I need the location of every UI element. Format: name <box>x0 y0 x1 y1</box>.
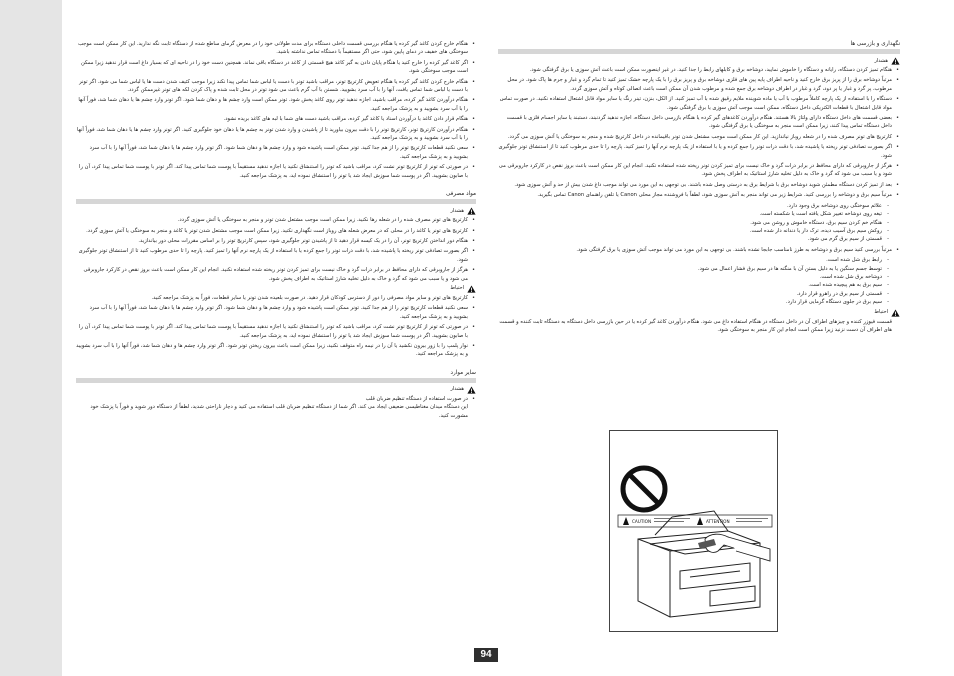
consumables-heading: مواد مصرفی <box>76 190 476 204</box>
warning-label-text: هشدار <box>874 57 888 64</box>
page-number: 94 <box>474 648 498 662</box>
left-column <box>76 40 476 422</box>
list-item: • سعی نکنید قطعات کارتریج تونر را از هم جدا کنید. تونر ممکن است پاشیده شود و وارد چشم ها و دهان شما شود. اگر تونر وارد چشم ها یا دهان شما شد، فوراً آنها را با آب سرد بشویید و به پزشک مراجعه کنید. <box>76 144 476 161</box>
condition-list <box>498 202 900 244</box>
list-item: • در صورتی که تونر از کارتریج تونر نشت کرد، مراقب باشید که تونر را استنشاق نکنید یا اجازه ندهید مستقیماً با پوست شما تماس پیدا کند. اگر تونر با پوست شما تماس پیدا کرد، آن را با صابون بشویید. اگر در پوست شما سوزش ایجاد شد یا تونر را استنشاق نموده اید، به پزشک مراجعه کنید. <box>76 323 476 340</box>
caution-triangle-icon <box>891 309 900 317</box>
list-item: - علائم سوختگی روی دوشاخه برق وجود دارد. <box>498 202 900 210</box>
list-item: • کارتریج های تونر و سایر مواد مصرفی را دور از دسترس کودکان قرار دهید. در صورت بلعیده شدن تونر یا سایر قطعات، فوراً به پزشک مراجعه کنید. <box>76 294 476 302</box>
warning-label <box>76 207 476 215</box>
caution-label <box>76 285 476 293</box>
list-item: - روکش سیم برق آسیب دیده، ترک دار یا دندانه دار شده است. <box>498 227 900 235</box>
caution-triangle-icon <box>467 285 476 293</box>
list-item: • هنگام دور انداختن کارتریج تونر، آن را در یک کیسه قرار دهید تا از پاشیدن تونر جلوگیری شود، سپس کارتریج تونر را بر اساس مقررات محلی دور بیاندازید. <box>76 237 476 245</box>
page-gutter <box>0 0 62 676</box>
list-item: • مرتباً سیم برق و دوشاخه را بررسی کنید. شرایط زیر می تواند منجر به آتش سوزی شود، لطفاً با فروشنده مجاز محلی Canon یا تلفن راهنمای Canon تماس بگیرید. <box>498 191 900 199</box>
list-item: • دستگاه را با استفاده از یک پارچه کاملاً مرطوب با آب یا ماده شوینده ملایم رقیق شده با آب تمیز کنید. از الکل، بنزن، تینر رنگ یا سایر مواد قابل اشتعال استفاده نکنید. در صورت تماس مواد قابل اشتعال با قطعات الکتریکی داخل دستگاه، ممکن است موجب آتش سوزی یا برق گرفتگی شود. <box>498 95 900 112</box>
list-item: • هنگام خارج کردن کاغذ گیر کرده یا هنگام بررسی قسمت داخلی دستگاه برای مدت طولانی خود را در معرض گرمای ساطع شده از دستگاه ثابت نگه ندارید. این کار ممکن است موجب سوختگی های خفیف در دمای پایین شود، حتی اگر مستقیماً با دستگاه تماس نداشته باشید. <box>76 40 476 57</box>
list-item: • هرگز از جاروبرقی که دارای محافظ در برابر ذرات گرد و خاک نیست برای تمیز کردن تونر ریخته شده استفاده نکنید. انجام این کار ممکن است باعث بروز نقص در کارکرد جاروبرقی می شود و یا سبب می شود که گرد و خاک به دلیل تخلیه شارژ استاتیک به اطراف پخش شود. <box>498 162 900 179</box>
list-item: • هنگام درآوردن کاغذ گیر کرده، مراقب باشید، اجازه ندهید تونر روی کاغذ پخش شود. تونر ممکن است وارد چشم ها و دهان شما شود. اگر تونر وارد چشم ها یا دهان شما شد، فوراً آنها را با آب سرد بشویید و به پزشک مراجعه کنید. <box>76 96 476 113</box>
list-item: - هنگام خم کردن سیم برق، دستگاه خاموش و روشن می شود. <box>498 219 900 227</box>
sticker-caution-text: CAUTION <box>632 519 652 524</box>
right-column <box>498 40 900 334</box>
list-item: - سیم برق در جلوی دستگاه گرمایی قرار دارد. <box>498 298 900 306</box>
maintenance-heading: نگهداری و بازرسی ها <box>498 40 900 54</box>
other-list <box>76 395 476 420</box>
list-item: - توسط جسم سنگین یا به دلیل بستن آن با منگنه ها در سیم برق فشار اعمال می شود. <box>498 265 900 273</box>
list-item: • هنگام درآوردن کارتریج تونر، کارتریج تونر را با دقت بیرون بیاورید تا از پاشیدن و وارد شدن تونر به چشم ها یا دهان خود جلوگیری کنید. اگر تونر وارد چشم ها یا دهان شما شد، فوراً آنها را با آب سرد بشویید و به پزشک مراجعه کنید. <box>76 126 476 143</box>
list-item: • اگر بصورت تصادفی تونر ریخته یا پاشیده شد، با دقت ذرات تونر را جمع کرده و یا با استفاده از یک پارچه نرم آنها را تمیز کنید. پارچه را تا حدی مرطوب کنید تا از استنشاق تونر جلوگیری شود. <box>498 143 900 160</box>
check-condition-list <box>498 256 900 306</box>
warning-label-text: هشدار <box>450 207 464 214</box>
list-item: • هنگام خارج کردن کاغذ گیر کرده یا هنگام تعویض کارتریج تونر، مراقب باشید تونر با دست یا لباس شما تماس پیدا نکند زیرا موجب کثیف شدن دست ها یا لباس شما می شود. اگر تونر با دست یا لباس شما تماس یافت، آنها را با آب سرد بشویید. شستن با آب گرم باعث می شود تونر در محل ثابت شده و پاک کردن لکه های تونر غیرممکن گردد. <box>76 78 476 95</box>
printer-drawing <box>610 431 777 631</box>
list-item: • سعی نکنید قطعات کارتریج تونر را از هم جدا کنید. تونر ممکن است پاشیده شود و وارد چشم ها و دهان شما شود. اگر تونر وارد چشم ها یا دهان شما شد، فوراً آنها را با آب سرد بشویید و به پزشک مراجعه کنید. <box>76 304 476 321</box>
list-item: • مرتباً دوشاخه برق را از پریز برق خارج کنید و ناحیه اطراف پایه پین های فلزی دوشاخه برق و پریز برق را با یک پارچه خشک تمیز کنید تا تمام گرد و غبار و جرم ها پاک شود. در محل مرطوب، پر گرد و غبار یا پر دود، گرد و غبار در اطراف دوشاخه برق جمع شده و مرطوب شدن آن ممکن است باعث اتصالی کوتاه و آتش سوزی گردد. <box>498 76 900 93</box>
printer-illustration <box>609 430 778 632</box>
list-item: - قسمتی از سیم برق گرم می شود. <box>498 235 900 243</box>
warning-label <box>76 386 476 394</box>
caution-label-text: احتیاط <box>874 309 888 316</box>
list-item: • مرتباً بررسی کنید سیم برق و دوشاخه به طرز نامناسب جابجا نشده باشند. بی توجهی به این مورد می تواند موجب آتش سوزی یا برق گرفتگی شود. <box>498 246 900 254</box>
list-item: • در صورت استفاده از دستگاه تنظیم ضربان قلب این دستگاه میدان مغناطیسی ضعیفی ایجاد می کند. اگر شما از دستگاه تنظیم ضربان قلب استفاده می کنید و دچار ناراحتی شدید، لطفاً از دستگاه دور شوید و فوراً با پزشک خود مشورت کنید. <box>76 395 476 420</box>
list-item: • کارتریج های تونر مصرف شده را در شعله رها نکنید. زیرا ممکن است موجب مشتعل شدن تونر و منجر به سوختگی یا آتش سوزی گردد. <box>76 216 476 224</box>
list-item: - قسمتی از سیم برق در راهرو قرار دارد. <box>498 290 900 298</box>
list-item: • کارتریج های تونر مصرف شده را در شعله روباز نیاندازید. این کار ممکن است موجب مشتعل شدن تونر باقیمانده در داخل کارتریج شده و منجر به سوختگی یا آتش سوزی می گردد. <box>498 133 900 141</box>
warning-label-text: هشدار <box>450 386 464 393</box>
other-heading: سایر موارد <box>76 369 476 383</box>
list-item: • در صورتی که تونر از کارتریج تونر نشت کرد، مراقب باشید که تونر را استنشاق نکنید یا اجازه ندهید مستقیماً با پوست شما تماس پیدا کند. اگر تونر با پوست شما تماس پیدا کرد، آن را با صابون بشویید. اگر در پوست شما سوزش ایجاد شد یا تونر را استنشاق نموده اید، به پزشک مراجعه کنید. <box>76 163 476 180</box>
sticker-attention-text: ATTENTION <box>706 519 730 524</box>
list-item: • هرگز از جاروبرقی که دارای محافظ در برابر ذرات گرد و خاک نیست برای تمیز کردن تونر ریخته شده استفاده نکنید. انجام این کار ممکن است باعث بروز نقص در کارکرد جاروبرقی می شود و یا سبب می شود که گرد و خاک به دلیل تخلیه شارژ استاتیک به اطراف پخش شود. <box>76 266 476 283</box>
caution-text: قسمت فیوزر کننده و چیزهای اطراف آن در داخل دستگاه در هنگام استفاده داغ می شود. هنگام درآوردن کاغذ گیر کرده یا در حین بازرسی داخل دستگاه به دستگاه ثابت کننده و قسمت های اطراف آن دست نزنید زیرا ممکن است انجام این کار منجر به سوختگی شود. <box>499 318 892 333</box>
check-list <box>498 246 900 254</box>
list-item: - دوشاخه برق شل شده است. <box>498 273 900 281</box>
caution-label <box>498 309 900 317</box>
consumables-warning-list <box>76 216 476 283</box>
list-item: • بعضی قسمت های داخل دستگاه دارای ولتاژ بالا هستند. هنگام درآوردن کاغذهای گیر کرده یا هنگام بازرسی داخل دستگاه، اجازه ندهید گردنبند، دستبند یا سایر اجسام فلزی با قسمت داخل دستگاه تماس پیدا کنند، زیرا ممکن است منجر به سوختگی یا برق گرفتگی شود. <box>498 114 900 131</box>
prohibition-icon <box>623 468 665 510</box>
list-item: • هنگام تمیز کردن دستگاه، رایانه و دستگاه را خاموش نمایید، دوشاخه برق و کابلهای رابط را جدا کنید. در غیر اینصورت ممکن است باعث آتش سوزی یا برق گرفتگی شود. <box>498 66 900 74</box>
list-item: • اگر بصورت تصادفی تونر ریخته یا پاشیده شد، با دقت ذرات تونر را جمع کرده یا با استفاده از یک پارچه نرم آنها را تمیز کنید. پارچه را تا حدی مرطوب کنید تا از استنشاق تونر جلوگیری شود. <box>76 247 476 264</box>
list-item: • هنگام قرار دادن کاغذ یا درآوردن اسناد یا کاغذ گیر کرده، مراقب باشید دست های شما با لبه های کاغذ بریده نشود. <box>76 115 476 123</box>
list-item: - تیغه روی دوشاخه تغییر شکل یافته است یا شکسته است. <box>498 210 900 218</box>
list-item: • بعد از تمیز کردن دستگاه مطمئن شوید دوشاخه برق با شرایط برق به درستی وصل شده باشند. بی توجهی به این مورد می تواند موجب داغ شدن بیش از حد و آتش سوزی شود. <box>498 181 900 189</box>
warning-label <box>498 57 900 65</box>
list-item: - سیم برق به هم پیچیده شده است. <box>498 281 900 289</box>
hand-illustration <box>705 534 770 561</box>
warning-triangle-icon <box>467 386 476 394</box>
list-item: - رابط برق شل شده است. <box>498 256 900 264</box>
warning-triangle-icon <box>891 57 900 65</box>
warning-triangle-icon <box>467 207 476 215</box>
maintenance-list <box>498 66 900 200</box>
caution-label-text: احتیاط <box>450 285 464 292</box>
intro-bullet-list <box>76 40 476 180</box>
consumables-caution-list <box>76 294 476 359</box>
list-item: • نوار پلمپ را با زور بیرون نکشید یا آن را در نیمه راه متوقف نکنید، زیرا ممکن است باعث بیرون ریختن تونر شود. اگر تونر وارد چشم ها و دهان شما شد، فوراً آنها را با آب سرد بشویید و به پزشک مراجعه کنید. <box>76 342 476 359</box>
list-item: • اگر کاغذ گیر کرده را خارج کنید یا هنگام پایان دادن به گیر کاغذ هیچ قسمتی از کاغذ در دستگاه باقی نماند. همچنین دست خود را در ناحیه ای که بسیار داغ است قرار ندهید زیرا ممکن است موجب سوختگی شود. <box>76 59 476 76</box>
list-item: • کارتریج های تونر یا کاغذ را در محلی که در معرض شعله های روباز است نگهداری نکنید. زیرا ممکن است موجب مشتعل شدن تونر یا کاغذ و منجر به سوختگی یا آتش سوزی گردد. <box>76 227 476 235</box>
